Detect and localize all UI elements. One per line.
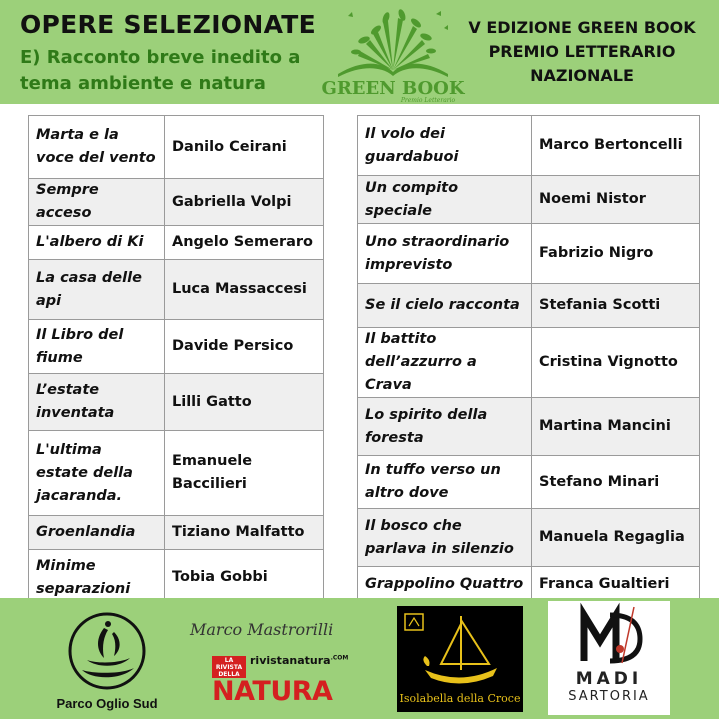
work-title: Minime separazioni [29,550,165,606]
table-row [358,456,700,509]
isolabella-logo [397,606,523,712]
work-author: Emanuele Baccilieri [165,431,324,516]
madi-sartoria-logo [548,601,670,715]
works-table-right [357,115,700,603]
table-row [358,509,700,567]
table-row [358,176,700,224]
edition-line: NAZIONALE [530,66,634,85]
table-row [358,116,700,176]
work-title: Il battito dell’azzurro a Crava [358,328,532,398]
logo-subtext: Premio Letterario [400,97,456,104]
work-author: Tobia Gobbi [165,550,324,606]
work-title: L’estate inventata [29,374,165,431]
table-row [29,116,324,179]
work-title: L'ultima estate della jacaranda. [29,431,165,516]
edition-line: V EDIZIONE GREEN BOOK [468,18,696,37]
work-title: La casa delle api [29,260,165,320]
logo-text: GREEN BOOK [321,78,465,99]
work-title: Il volo dei guardabuoi [358,116,532,176]
work-title: Marta e la voce del vento [29,116,165,179]
table-row [358,328,700,398]
work-author: Franca Gualtieri [532,567,700,603]
mastrorilli-signature: Marco Mastrorilli [190,620,334,639]
table-row [29,374,324,431]
table-row [358,398,700,456]
work-author: Davide Persico [165,320,324,374]
table-row [358,224,700,284]
edition-title [452,16,712,88]
work-author: Stefania Scotti [532,284,700,328]
work-title: Grappolino Quattro [358,567,532,603]
rivista-url [250,654,348,667]
work-author: Lilli Gatto [165,374,324,431]
page-subtitle: E) Racconto breve inedito a tema ambiente e natura [20,47,301,94]
table-row [29,320,324,374]
work-author: Angelo Semeraro [165,226,324,260]
edition-line: PREMIO LETTERARIO [488,42,676,61]
work-author: Manuela Regaglia [532,509,700,567]
work-title: Il Libro del fiume [29,320,165,374]
work-author: Marco Bertoncelli [532,116,700,176]
work-title: Sempre acceso [29,179,165,226]
rivista-badge: LA RIVISTA DELLA [212,656,246,678]
table-row [29,431,324,516]
table-row [29,260,324,320]
work-author: Gabriella Volpi [165,179,324,226]
ship-icon [397,606,523,692]
parco-emblem-icon [42,608,172,698]
work-title: Se il cielo racconta [358,284,532,328]
work-author: Fabrizio Nigro [532,224,700,284]
work-author: Martina Mancini [532,398,700,456]
work-title: In tuffo verso un altro dove [358,456,532,509]
work-author: Danilo Ceirani [165,116,324,179]
table-row [29,516,324,550]
rivista-url-text: rivistanatura [250,654,331,667]
isolabella-label: Isolabella della Croce [399,692,521,705]
work-title: Lo spirito della foresta [358,398,532,456]
rivista-natura-logo [212,654,352,706]
work-author: Stefano Minari [532,456,700,509]
parco-label: Parco Oglio Sud [56,696,158,711]
madi-name: MADI [575,669,643,689]
page-title: OPERE SELEZIONATE [20,10,317,39]
parco-oglio-sud-logo [42,608,172,716]
table-row [358,284,700,328]
work-title: Il bosco che parlava in silenzio [358,509,532,567]
work-title: Un compito speciale [358,176,532,224]
work-title: Groenlandia [29,516,165,550]
table-row [29,179,324,226]
work-author: Noemi Nistor [532,176,700,224]
work-author: Luca Massaccesi [165,260,324,320]
madi-monogram-icon [548,601,670,669]
work-title: L'albero di Ki [29,226,165,260]
works-table-left [28,115,324,606]
green-book-logo [318,4,468,104]
sponsors-footer [0,598,719,719]
works-section [0,104,719,598]
work-author: Cristina Vignotto [532,328,700,398]
rivista-name: NATURA [212,676,333,707]
work-title: Uno straordinario imprevisto [358,224,532,284]
header [0,0,719,104]
madi-sub: SARTORIA [568,689,650,704]
rivista-com: .COM [330,654,349,662]
work-author: Tiziano Malfatto [165,516,324,550]
table-row [29,226,324,260]
